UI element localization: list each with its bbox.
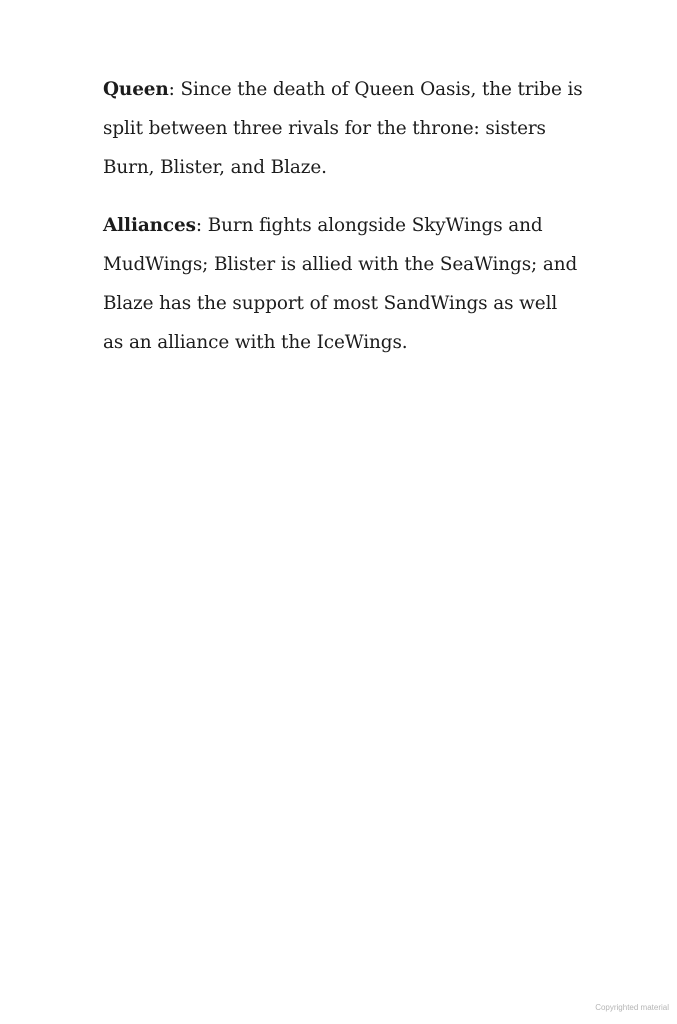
text-queen: Since the death of Queen Oasis, the tribe is split between three rivals for the throne: sisters Burn, Blister, and Blaze. bbox=[103, 79, 583, 178]
term-queen: Queen bbox=[103, 79, 169, 100]
text-alliances: Burn fights alongside SkyWings and MudWings; Blister is allied with the SeaWings; and Blaze has the support of most SandWings as well as an alliance with the IceWings. bbox=[103, 215, 578, 353]
separator-queen: : bbox=[168, 79, 175, 100]
paragraph-alliances bbox=[103, 206, 583, 362]
text-content bbox=[103, 70, 583, 381]
paragraph-queen bbox=[103, 70, 583, 187]
separator-alliances: : bbox=[195, 215, 202, 236]
copyright-watermark: Copyrighted material bbox=[595, 1003, 669, 1012]
term-alliances: Alliances bbox=[103, 215, 196, 236]
